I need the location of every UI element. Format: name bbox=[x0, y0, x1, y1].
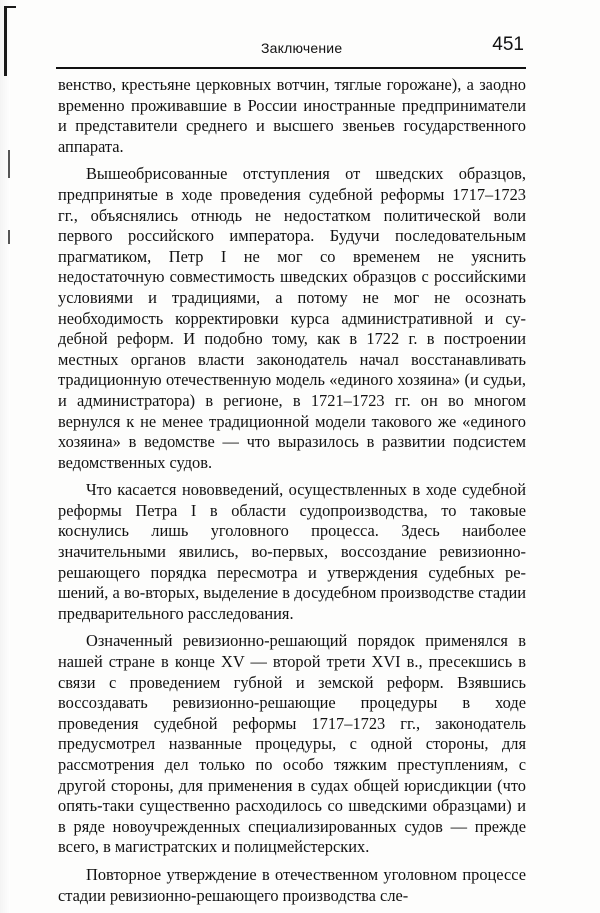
scan-edge-mark bbox=[4, 6, 7, 76]
paragraph: Вышеобрисованные отступления от шведских образцов, предпринятые в ходе проведения судебной реформы 1717–1723 гг., объяснялись отнюдь не недостатком политической воли первого российского императора. Будучи последовательным прагматиком, Петр I не мог со временем не уяснить недостаточную совместимость шведских образцов с российскими условиями и традициями, а потому не мог не осознать необходимость корректировки курса административной и судебной реформ. И подобно тому, как в 1722 г. в построении местных органов власти законодатель начал восстанавливать традиционную отечественную модель «единого хозяина» (и судьи, и администратора) в регионе, в 1721–1723 гг. он во многом вернулся к не менее традиционной модели такового же «единого хозяина» в ведомстве — что выразилось в развитии подсистем ведомственных судов. bbox=[58, 164, 526, 472]
chapter-title: Заключение bbox=[261, 40, 343, 56]
running-header bbox=[56, 34, 526, 66]
header-divider bbox=[56, 67, 526, 69]
paragraph: Повторное утверждение в отечественном уголовном процессе стадии ревизионно-решающего производства сле- bbox=[58, 864, 526, 905]
page-number: 451 bbox=[492, 34, 524, 55]
paragraph: венство, крестьяне церковных вотчин, тяглые горожане), а заодно временно проживавшие в России иностранные предприниматели и представители среднего и высшего звеньев государственного аппарата. bbox=[58, 75, 526, 156]
body-text bbox=[58, 75, 526, 906]
scan-margin-mark bbox=[8, 150, 10, 178]
scan-edge-shadow bbox=[0, 0, 10, 913]
paragraph: Что касается нововведений, осуществленных в ходе судебной реформы Петра I в области судопроизводства, то таковые коснулись лишь уголовного процесса. Здесь наиболее значительными явились, во-первых, воссоздание ревизионно-решающего порядка пересмотра и утверждения судебных решений, а во-вторых, выделение в досудебном производстве стадии предварительного расследования. bbox=[58, 480, 526, 623]
scan-margin-mark bbox=[8, 230, 10, 244]
paragraph: Означенный ревизионно-решающий порядок применялся в нашей стране в конце XV — второй трети XVI в., пресекшись в связи с проведением губной и земской реформ. Взявшись воссоздавать ревизионно-решающие процедуры в ходе проведения судебной реформы 1717–1723 гг., законодатель предусмотрел названные процедуры, с одной стороны, для рассмотрения дел только по особо тяжким преступлениям, с другой стороны, для применения в судах общей юрисдикции (что опять-таки существенно расходилось со шведскими образцами) и в ряде новоучрежденных специализированных судов — прежде всего, в магистратских и полицмейстерских. bbox=[58, 631, 526, 857]
